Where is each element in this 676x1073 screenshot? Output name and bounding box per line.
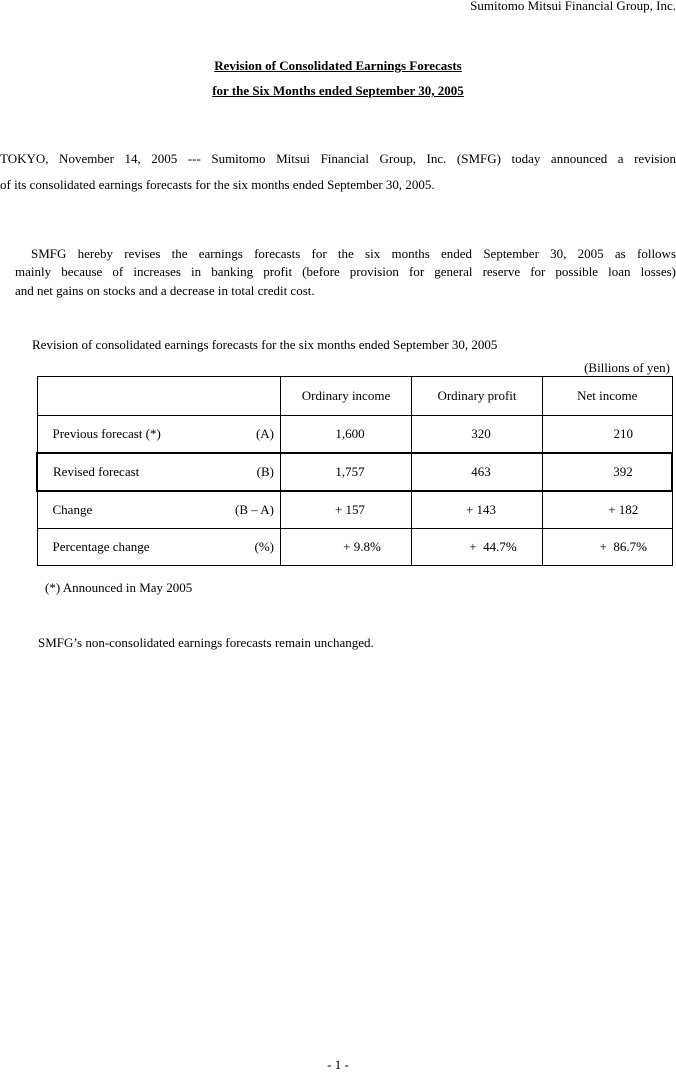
table-row-change (37, 491, 672, 529)
document-title-line-1: Revision of Consolidated Earnings Forecasts (214, 58, 462, 73)
row-label: Change (52, 501, 93, 517)
row-label: Percentage change (52, 538, 150, 554)
table-row-percentage-change (37, 529, 672, 566)
header-empty-cell (37, 377, 281, 416)
page-number: - 1 - (327, 1057, 349, 1072)
row-code: (%) (254, 538, 274, 554)
table-row-revised-forecast (37, 453, 672, 491)
table-cell: 392 (543, 453, 673, 491)
table-cell: 320 (412, 416, 543, 454)
row-label-cell (37, 453, 281, 491)
table-footnote: (*) Announced in May 2005 (45, 580, 193, 595)
table-cell: + 44.7% (412, 529, 543, 566)
table-caption: Revision of consolidated earnings forecasts for the six months ended September 30, 2005 (32, 337, 498, 352)
header-ordinary-income: Ordinary income (281, 377, 412, 416)
intro-paragraph-line-2: of its consolidated earnings forecasts for the six months ended September 30, 2005. (0, 177, 435, 192)
explanation-paragraph-line-1: SMFG hereby revises the earnings forecasts for the six months ended September 30, 2005 as follows (31, 246, 676, 261)
row-label-cell (37, 491, 281, 529)
explanation-paragraph-line-3: and net gains on stocks and a decrease in total credit cost. (15, 283, 315, 298)
row-label: Previous forecast (*) (52, 425, 161, 441)
row-label-cell (37, 416, 281, 454)
table-cell: + 9.8% (281, 529, 412, 566)
table-cell: 210 (543, 416, 673, 454)
table-units: (Billions of yen) (584, 360, 670, 375)
row-code: (B – A) (235, 501, 274, 517)
table-cell: + 182 (543, 491, 673, 529)
header-ordinary-profit: Ordinary profit (412, 377, 543, 416)
table-cell: 463 (412, 453, 543, 491)
explanation-paragraph-line-2: mainly because of increases in banking profit (before provision for general reserve for possible loan losses) (15, 264, 676, 279)
closing-statement: SMFG’s non-consolidated earnings forecasts remain unchanged. (38, 635, 374, 650)
intro-paragraph-line-1: TOKYO, November 14, 2005 --- Sumitomo Mitsui Financial Group, Inc. (SMFG) today announced a revision (0, 151, 676, 166)
table-cell: + 157 (281, 491, 412, 529)
row-code: (B) (256, 463, 274, 479)
table-cell: + 143 (412, 491, 543, 529)
row-label: Revised forecast (53, 463, 140, 479)
table-cell: 1,600 (281, 416, 412, 454)
row-label-cell (37, 529, 281, 566)
table-row-previous-forecast (37, 416, 672, 454)
table-cell: 1,757 (281, 453, 412, 491)
company-header: Sumitomo Mitsui Financial Group, Inc. (470, 0, 676, 13)
header-net-income: Net income (543, 377, 673, 416)
row-code: (A) (255, 425, 274, 441)
document-title-line-2: for the Six Months ended September 30, 2005 (212, 83, 464, 98)
forecast-table (36, 376, 673, 566)
table-header-row (37, 377, 672, 416)
table-cell: + 86.7% (543, 529, 673, 566)
